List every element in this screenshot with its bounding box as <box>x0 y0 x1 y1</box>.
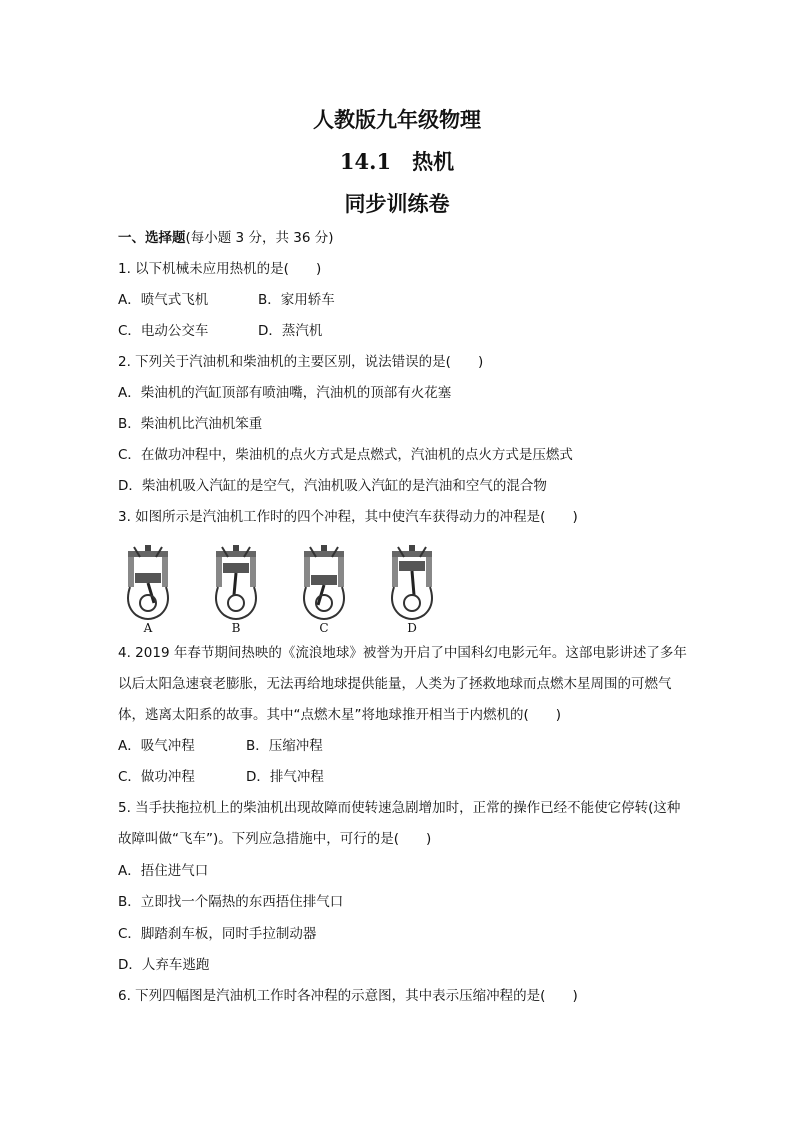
engine-label-c: C <box>319 621 329 635</box>
question-2-stem: 2. 下列关于汽油机和柴油机的主要区别，说法错误的是( ) <box>118 354 484 370</box>
question-6-stem: 6. 下列四幅图是汽油机工作时各冲程的示意图，其中表示压缩冲程的是( ) <box>118 988 578 1004</box>
question-2-option-c: C．在做功冲程中，柴油机的点火方式是点燃式，汽油机的点火方式是压燃式 <box>118 447 573 463</box>
engine-label-a: A <box>143 621 153 635</box>
question-1-option-b: B．家用轿车 <box>258 292 335 308</box>
question-4-stem-line1: 4. 2019 年春节期间热映的《流浪地球》被誉为开启了中国科幻电影元年。这部电影讲述了多年 <box>118 645 687 661</box>
engine-label-b: B <box>231 621 241 635</box>
question-1-option-d: D．蒸汽机 <box>258 323 323 339</box>
section-heading <box>118 228 718 248</box>
engine-diagram-a <box>118 543 178 635</box>
engine-diagram-d <box>382 543 442 635</box>
question-4-option-d: D．排气冲程 <box>246 769 324 785</box>
question-5-option-b: B．立即找一个隔热的东西捂住排气口 <box>118 894 344 910</box>
question-2-option-b: B．柴油机比汽油机笨重 <box>118 416 263 432</box>
question-3-stem: 3. 如图所示是汽油机工作时的四个冲程，其中使汽车获得动力的冲程是( ) <box>118 509 578 525</box>
question-5-stem-line1: 5. 当手扶拖拉机上的柴油机出现故障而使转速急剧增加时，正常的操作已经不能使它停转(这种 <box>118 800 681 816</box>
engine-label-d: D <box>407 621 417 635</box>
engine-diagram-c <box>294 543 354 635</box>
engine-a-drawing <box>118 543 178 621</box>
engine-strokes-figure <box>118 543 438 635</box>
question-4-stem-line3: 体，逃离太阳系的故事。其中“点燃木星”将地球推开相当于内燃机的( ) <box>118 707 562 723</box>
question-5-option-c: C．脚踏刹车板，同时手拉制动器 <box>118 926 317 942</box>
question-1-option-c: C．电动公交车 <box>118 323 209 339</box>
question-1-option-a: A．喷气式飞机 <box>118 292 209 308</box>
question-1-stem: 1. 以下机械未应用热机的是( ) <box>118 261 322 277</box>
question-2-option-d: D．柴油机吸入汽缸的是空气，汽油机吸入汽缸的是汽油和空气的混合物 <box>118 478 547 494</box>
question-1-options-row1 <box>118 290 718 310</box>
worksheet-title: 同步训练卷 <box>344 191 450 216</box>
question-5-stem-line2: 故障叫做“飞车”)。下列应急措施中，可行的是( ) <box>118 831 432 847</box>
question-4-options-row2 <box>118 767 718 787</box>
question-4-option-b: B．压缩冲程 <box>246 738 323 754</box>
engine-d-drawing <box>382 543 442 621</box>
question-4-option-a: A．吸气冲程 <box>118 738 195 754</box>
question-4-options-row1 <box>118 736 718 756</box>
document-title: 人教版九年级物理 <box>313 107 481 132</box>
question-5-option-a: A．捂住进气口 <box>118 863 209 879</box>
question-2-option-a: A．柴油机的汽缸顶部有喷油嘴，汽油机的顶部有火花塞 <box>118 385 452 401</box>
engine-diagram-b <box>206 543 266 635</box>
question-1-options-row2 <box>118 321 718 341</box>
lesson-title: 14.1 热机 <box>339 149 455 174</box>
engine-b-drawing <box>206 543 266 621</box>
section-heading-label: 一、选择题 <box>118 230 186 246</box>
question-5-option-d: D．人弃车逃跑 <box>118 957 210 973</box>
question-4-option-c: C．做功冲程 <box>118 769 195 785</box>
engine-c-drawing <box>294 543 354 621</box>
question-4-stem-line2: 以后太阳急速衰老膨胀，无法再给地球提供能量，人类为了拯救地球而点燃木星周围的可燃气 <box>118 676 672 692</box>
section-score-note: (每小题 3 分，共 36 分) <box>185 230 334 246</box>
